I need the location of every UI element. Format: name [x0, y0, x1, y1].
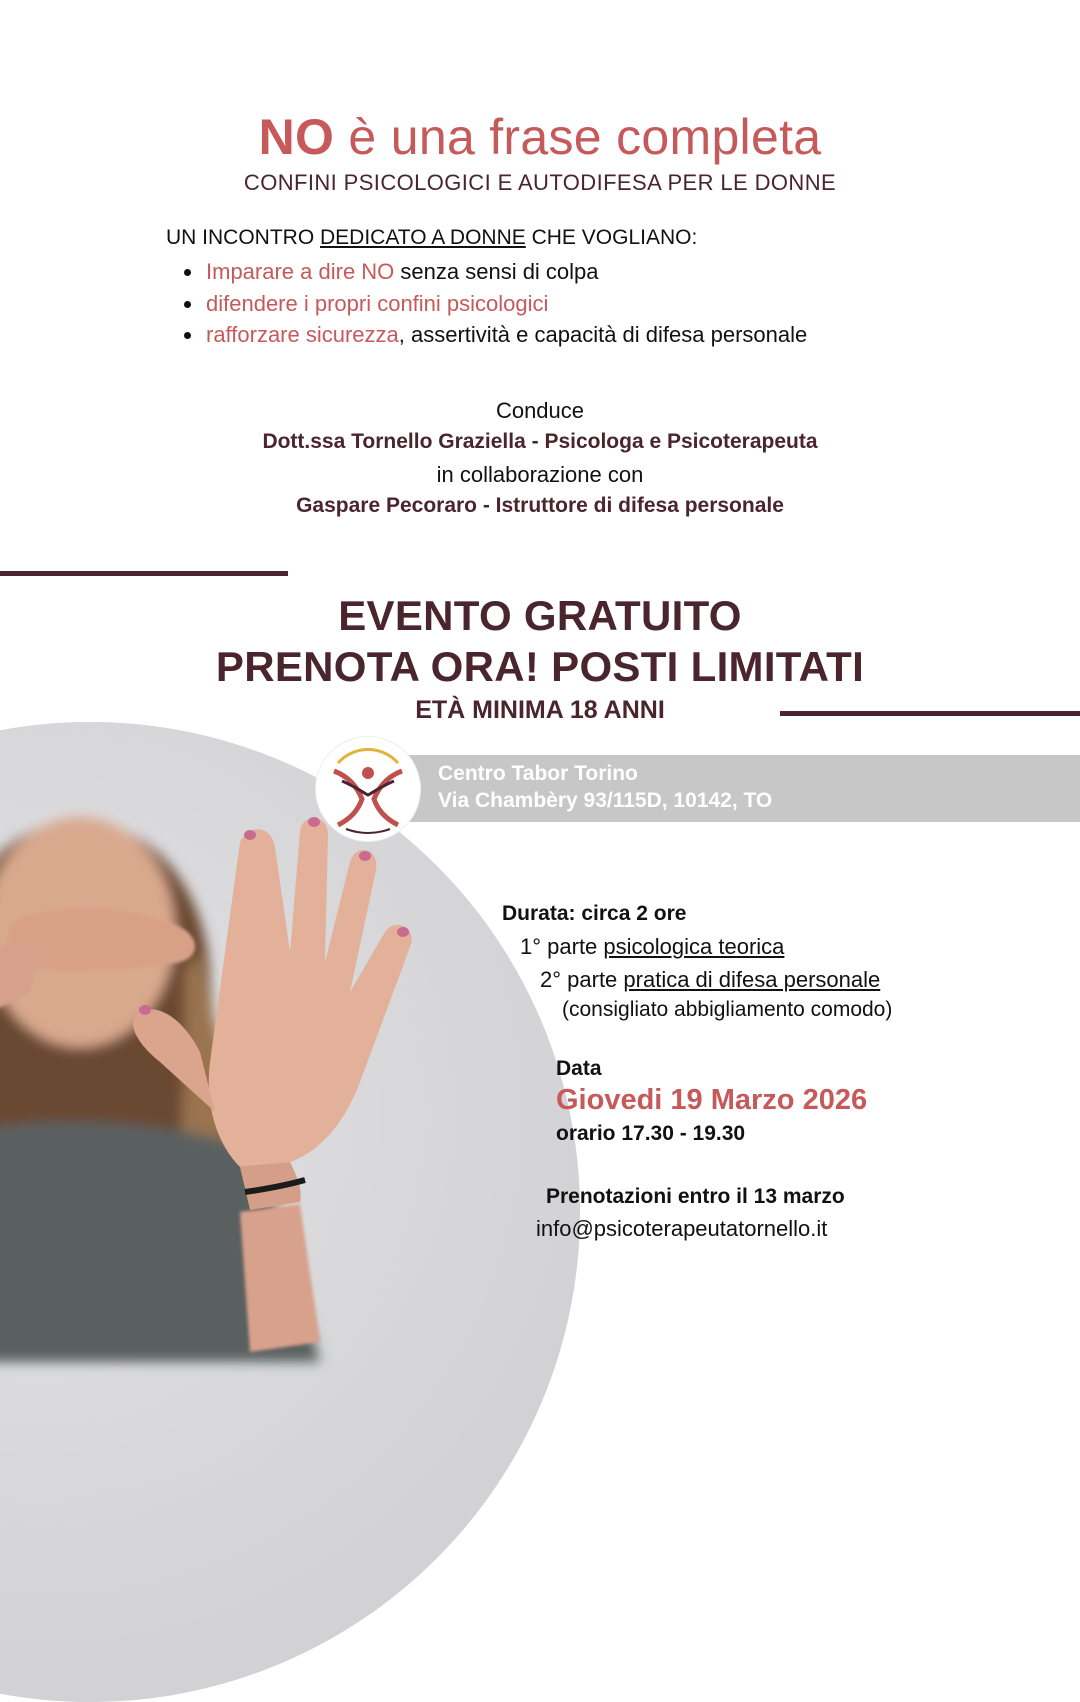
headline-book-now: PRENOTA ORA! POSTI LIMITATI	[215, 643, 865, 690]
venue-address: Via Chambèry 93/115D, 10142, TO	[438, 789, 773, 812]
title-bold-no: NO	[258, 109, 335, 165]
part-one	[520, 934, 784, 960]
conduce-label: Conduce	[495, 398, 585, 423]
intro-line	[166, 226, 697, 250]
contact-email-link[interactable]: info@psicoterapeutatornello.it	[536, 1216, 828, 1241]
bullet-rest: , assertività e capacità di difesa personale	[398, 322, 808, 347]
duration-label: Durata: circa 2 ore	[502, 902, 687, 925]
goals-list	[180, 256, 807, 351]
part-one-prefix: 1° parte	[520, 934, 604, 959]
headline-free-event: EVENTO GRATUITO	[338, 592, 742, 639]
clothing-note: (consigliato abbigliamento comodo)	[562, 998, 893, 1021]
part-two-prefix: 2° parte	[540, 967, 624, 992]
part-two-topic: pratica di difesa personale	[623, 967, 881, 992]
main-title	[0, 108, 1080, 166]
venue-name: Centro Tabor Torino	[438, 762, 638, 785]
photo-woman-stop-gesture	[0, 722, 580, 1702]
list-item	[204, 319, 807, 351]
part-two	[540, 967, 880, 993]
part-one-topic: psicologica teorica	[603, 934, 785, 959]
photo-illustration	[0, 722, 580, 1702]
bullet-accent: rafforzare sicurezza	[206, 322, 399, 347]
event-date: Giovedi 19 Marzo 2026	[556, 1084, 868, 1116]
list-item	[204, 288, 807, 320]
divider-left	[0, 571, 288, 576]
intro-underlined: DEDICATO A DONNE	[320, 226, 526, 249]
booking-deadline: Prenotazioni entro il 13 marzo	[546, 1185, 845, 1208]
age-note: ETÀ MINIMA 18 ANNI	[415, 696, 665, 724]
list-item	[204, 256, 807, 288]
bullet-accent: Imparare a dire NO	[206, 259, 395, 284]
event-time: orario 17.30 - 19.30	[556, 1122, 746, 1145]
logo-icon	[316, 737, 420, 841]
title-rest: è una frase completa	[334, 109, 822, 165]
bullet-accent: difendere i propri confini psicologici	[206, 290, 549, 316]
collaboration-label: in collaborazione con	[436, 462, 644, 487]
bullet-rest: senza sensi di colpa	[394, 259, 599, 284]
intro-prefix: UN INCONTRO	[166, 226, 320, 249]
leader-primary: Dott.ssa Tornello Graziella - Psicologa e Psicoterapeuta	[262, 430, 818, 453]
subtitle: CONFINI PSICOLOGICI E AUTODIFESA PER LE DONNE	[243, 170, 837, 195]
date-label: Data	[556, 1057, 602, 1080]
logo-figure-icon	[316, 737, 420, 841]
leader-secondary: Gaspare Pecoraro - Istruttore di difesa personale	[296, 494, 784, 517]
intro-suffix: CHE VOGLIANO:	[525, 226, 698, 249]
